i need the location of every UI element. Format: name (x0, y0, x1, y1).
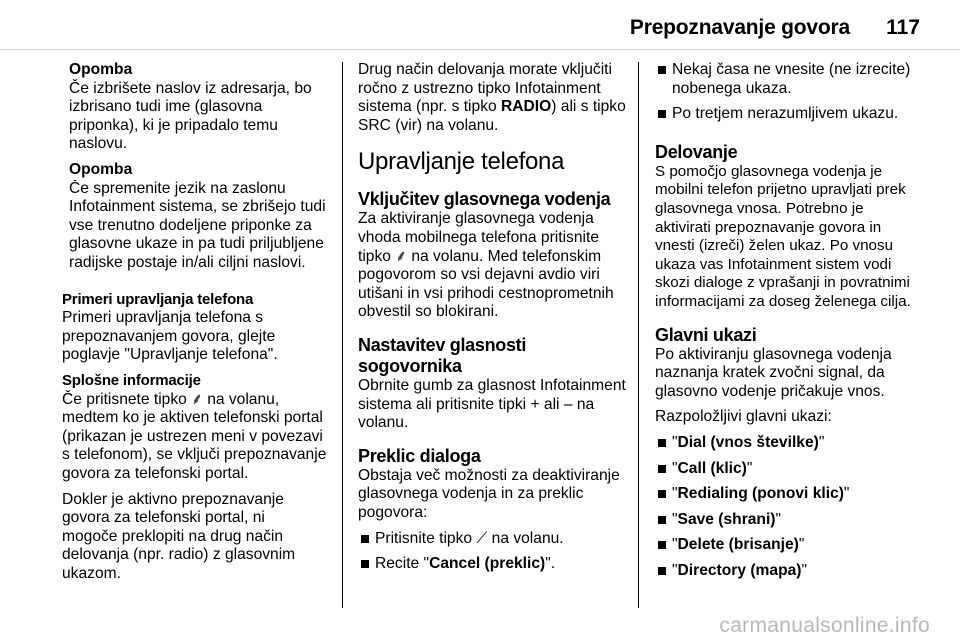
bullet-square-icon (658, 516, 666, 524)
bullet-square-icon (658, 66, 666, 74)
section-heading-splosne: Splošne informacije (62, 371, 201, 389)
bullet-square-icon (658, 490, 666, 498)
command-item: "Redialing (ponovi klic)" (655, 485, 923, 504)
column-2 (358, 61, 630, 574)
paragraph-primeri: Primeri upravljanja telefona s prepoznavanjem govora, glejte poglavje "Upravljanje telefona". (62, 309, 278, 364)
text-run: na volanu. (487, 529, 564, 547)
text-run: Če pritisnete tipko (62, 390, 192, 408)
section-heading-preklic: Preklic dialoga (358, 445, 481, 466)
column-divider-2 (638, 62, 639, 608)
text-run: ) ali s tipko SRC (vir) na volanu. (358, 98, 626, 134)
page-header-title: Prepoznavanje govora (629, 16, 850, 39)
text-run: Nekaj časa ne vnesite (ne izrecite) nobenega ukaza. (672, 61, 911, 97)
command-label: Cancel (preklic) (429, 555, 546, 573)
section-heading-vklj: Vključitev glasovnega vodenja (358, 189, 611, 210)
column-divider-1 (342, 62, 343, 608)
paragraph-dokler: Dokler je aktivno prepoznavanje govora za telefonski portal, ni mogoče preklopiti na drug način delovanja (npr. radio) z glasovnim ukazom. (62, 490, 296, 582)
text-run: Po tretjem nerazumljivem ukazu. (672, 105, 899, 123)
command-label: Redialing (ponovi klic) (677, 485, 844, 503)
paragraph-splosne (62, 391, 334, 484)
text-run: na volanu. Med telefonskim pogovorom so vsi dejavni avdio viri utišani in vsi prihodi cestnoprometnih obvestil so blokirani. (358, 247, 614, 321)
column-3 (655, 61, 923, 580)
note-box-1 (62, 61, 334, 154)
hangup-button-icon: ⟋ (476, 529, 488, 547)
note-heading: Opomba (69, 160, 133, 178)
command-item: "Call (klic)" (655, 460, 923, 479)
section-heading-nastavitev: Nastavitev glasnosti sogovornika (358, 334, 527, 376)
section-heading-primeri: Primeri upravljanja telefona (62, 290, 254, 308)
paragraph-intro (358, 61, 630, 135)
paragraph-preklic: Obstaja več možnosti za deaktiviranje glasovnega vodenja in za preklic pogovora: (358, 466, 620, 521)
command-item: "Save (shrani)" (655, 511, 923, 530)
note-text: Če spremenite jezik na zaslonu Infotainment sistema, se zbrišejo tudi vse trenutno dodeljene priponke za glasovne ukaze in pa tudi priljubljene radijske postaje in/ali ciljni naslovi. (69, 179, 326, 271)
bullet-square-icon (658, 465, 666, 473)
bullet-square-icon (658, 567, 666, 575)
note-text: Če izbrišete naslov iz adresarja, bo izbrisano tudi ime (glasovna priponka), ki je pripadalo temu naslovu. (69, 79, 312, 153)
chapter-heading: Upravljanje telefona (358, 148, 565, 176)
text-run: Pritisnite tipko (375, 529, 477, 547)
paragraph-vklj (358, 210, 630, 322)
column-1 (62, 61, 334, 583)
command-item: "Dial (vnos številke)" (655, 434, 923, 453)
list-item (655, 61, 923, 98)
list-item (655, 105, 923, 124)
section-heading-glavni: Glavni ukazi (655, 324, 757, 345)
header-divider (0, 49, 960, 50)
command-label: Call (klic) (677, 459, 747, 477)
bullet-square-icon (361, 560, 369, 568)
list-item (358, 555, 630, 574)
text-run: ". (545, 555, 556, 573)
text-run: Za aktiviranje glasovnega vodenja vhoda mobilnega telefona pritisnite tipko (358, 210, 599, 265)
command-item: "Directory (mapa)" (655, 562, 923, 581)
paragraph-delovanje: S pomočjo glasovnega vodenja je mobilni telefon prijetno upravljati prek glasovnega vnosa. Potrebno je aktivirati prepoznavanje govora in vnesti (izreči) želen ukaz. Po vnosu ukaza vas Infotainment sistem vodi skozi dialoge z vprašanji in povratnimi informacijami za doseg želenega cilja. (655, 162, 911, 310)
note-box-2 (62, 161, 334, 273)
text-run: Drug način delovanja morate vključiti ročno z ustrezno tipko Infotainment sistema (npr. s tipko (358, 61, 612, 116)
bullet-square-icon (658, 439, 666, 447)
voice-button-icon: ⸙ (191, 390, 203, 408)
bullet-square-icon (658, 110, 666, 118)
command-label: Directory (mapa) (677, 561, 802, 579)
page-number: 117 (886, 16, 920, 39)
note-heading: Opomba (69, 61, 133, 78)
bullet-square-icon (658, 541, 666, 549)
command-label: Save (shrani) (677, 510, 776, 528)
paragraph-nastavitev: Obrnite gumb za glasnost Infotainment sistema ali pritisnite tipki + ali – na volanu. (358, 376, 626, 432)
list-item (358, 530, 630, 549)
command-list (655, 427, 923, 581)
text-run: Recite " (375, 555, 430, 573)
section-heading-delovanje: Delovanje (655, 141, 738, 162)
command-item: "Delete (brisanje)" (655, 536, 923, 555)
command-label: Dial (vnos številke) (677, 433, 819, 451)
watermark: carmanualsonline.info (719, 614, 930, 637)
paragraph-glavni: Po aktiviranju glasovnega vodenja naznanja kratek zvočni signal, da glasovno vodenje pričakuje vnos. (655, 345, 892, 400)
voice-button-icon: ⸙ (395, 247, 407, 265)
text-run: na volanu, medtem ko je aktiven telefonski portal (prikazan je ustrezen meni v povezavi s telefonom), se vključi prepoznavanje govora za telefonski portal. (62, 390, 327, 482)
radio-key-label: RADIO (501, 98, 552, 116)
paragraph-razpolozljivi: Razpoložljivi glavni ukazi: (655, 408, 832, 426)
bullet-square-icon (361, 535, 369, 543)
command-label: Delete (brisanje) (677, 536, 799, 554)
